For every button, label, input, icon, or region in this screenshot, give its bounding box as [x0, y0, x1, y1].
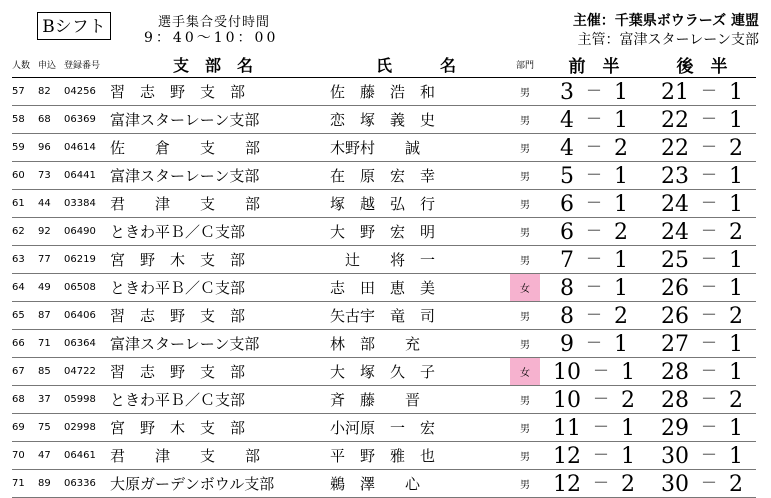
shift-label: Bシフト: [37, 12, 111, 40]
lane-position: 1: [614, 276, 628, 301]
cell-entry: 44: [38, 190, 64, 218]
cell-num: 62: [12, 218, 38, 246]
lane-position: 1: [729, 108, 743, 133]
cell-front-lane: 9 － 1: [540, 330, 648, 358]
table-row: [12, 246, 756, 274]
cell-sex: 男: [510, 414, 540, 442]
col-num-header: 人数: [12, 52, 38, 78]
cell-branch: ときわ平Ｂ／Ｃ支部: [104, 386, 322, 414]
lane-position: 2: [729, 472, 743, 497]
lane-number: 24: [660, 220, 689, 245]
lane-position: 1: [729, 192, 743, 217]
cell-sex: 男: [510, 190, 540, 218]
cell-person: 矢古宇 竜 司: [322, 302, 510, 330]
lane-number: 6: [559, 192, 574, 217]
lane-position: 1: [614, 248, 628, 273]
lane-position: 1: [621, 360, 635, 385]
cell-num: 57: [12, 78, 38, 106]
cell-num: 65: [12, 302, 38, 330]
cell-back-lane: 30 － 2: [648, 470, 756, 498]
cell-sex: 男: [510, 386, 540, 414]
table-row: [12, 358, 756, 386]
cell-reg: 06508: [64, 274, 104, 302]
lane-position: 2: [614, 136, 628, 161]
cell-back-lane: 22 － 1: [648, 106, 756, 134]
cell-back-lane: 26 － 1: [648, 274, 756, 302]
lane-number: 4: [559, 136, 574, 161]
cell-entry: 82: [38, 78, 64, 106]
cell-sex: 男: [510, 442, 540, 470]
lane-position: 1: [614, 332, 628, 357]
lane-position: 2: [729, 136, 743, 161]
lane-number: 5: [559, 164, 574, 189]
cell-person: 林 部 充: [322, 330, 510, 358]
cell-num: 66: [12, 330, 38, 358]
cell-person: 志 田 恵 美: [322, 274, 510, 302]
cell-front-lane: 8 － 2: [540, 302, 648, 330]
lane-position: 2: [614, 304, 628, 329]
lane-number: 25: [660, 248, 689, 273]
lane-position: 1: [729, 416, 743, 441]
cell-branch: 大原ガーデンボウル支部: [104, 470, 322, 498]
cell-reg: 06364: [64, 330, 104, 358]
lane-number: 21: [660, 80, 689, 105]
table-row: [12, 78, 756, 106]
cell-front-lane: 7 － 1: [540, 246, 648, 274]
lane-number: 8: [559, 304, 574, 329]
lane-position: 2: [614, 220, 628, 245]
cell-branch: ときわ平Ｂ／Ｃ支部: [104, 218, 322, 246]
table-row: [12, 470, 756, 498]
cell-sex: 男: [510, 218, 540, 246]
cell-num: 61: [12, 190, 38, 218]
cell-num: 70: [12, 442, 38, 470]
cell-person: 大 塚 久 子: [322, 358, 510, 386]
cell-entry: 87: [38, 302, 64, 330]
lane-position: 1: [729, 276, 743, 301]
cell-entry: 73: [38, 162, 64, 190]
cell-branch: 宮 野 木 支 部: [104, 414, 322, 442]
cell-person: 佐 藤 浩 和: [322, 78, 510, 106]
table-row: [12, 218, 756, 246]
lane-number: 6: [559, 220, 574, 245]
lane-number: 4: [559, 108, 574, 133]
reception-time-label: 選手集合受付時間: [158, 15, 271, 30]
cell-sex: 男: [510, 330, 540, 358]
lane-number: 22: [660, 136, 689, 161]
cell-front-lane: 6 － 1: [540, 190, 648, 218]
cell-entry: 85: [38, 358, 64, 386]
organizer-sub: 主管：富津スターレーン支部: [577, 32, 759, 48]
cell-branch: 宮 野 木 支 部: [104, 246, 322, 274]
cell-entry: 75: [38, 414, 64, 442]
cell-front-lane: 10 － 2: [540, 386, 648, 414]
cell-back-lane: 24 － 1: [648, 190, 756, 218]
cell-branch: 君 津 支 部: [104, 190, 322, 218]
cell-reg: 04722: [64, 358, 104, 386]
table-row: [12, 134, 756, 162]
cell-back-lane: 28 － 2: [648, 386, 756, 414]
lane-position: 1: [614, 164, 628, 189]
cell-reg: 03384: [64, 190, 104, 218]
lane-number: 11: [552, 416, 581, 441]
cell-back-lane: 25 － 1: [648, 246, 756, 274]
cell-front-lane: 11 － 1: [540, 414, 648, 442]
col-reg-header: 登録番号: [64, 52, 104, 78]
lane-position: 2: [621, 472, 635, 497]
cell-num: 67: [12, 358, 38, 386]
cell-back-lane: 26 － 2: [648, 302, 756, 330]
lane-position: 2: [729, 388, 743, 413]
lane-number: 30: [660, 444, 689, 469]
cell-sex: 男: [510, 106, 540, 134]
cell-reg: 06441: [64, 162, 104, 190]
lane-position: 2: [621, 388, 635, 413]
cell-branch: 富津スターレーン支部: [104, 162, 322, 190]
cell-person: 辻 将 一: [322, 246, 510, 274]
cell-front-lane: 4 － 2: [540, 134, 648, 162]
lane-position: 1: [729, 80, 743, 105]
lane-number: 27: [660, 332, 689, 357]
col-person-header: 氏 名: [322, 52, 510, 78]
cell-front-lane: 5 － 1: [540, 162, 648, 190]
cell-num: 64: [12, 274, 38, 302]
cell-reg: 06219: [64, 246, 104, 274]
lane-position: 1: [729, 248, 743, 273]
lane-number: 23: [660, 164, 689, 189]
cell-branch: 習 志 野 支 部: [104, 302, 322, 330]
col-branch-header: 支 部 名: [104, 52, 322, 78]
header-row: [12, 52, 756, 78]
lane-number: 12: [552, 472, 581, 497]
cell-sex: 男: [510, 246, 540, 274]
cell-branch: 富津スターレーン支部: [104, 106, 322, 134]
cell-back-lane: 24 － 2: [648, 218, 756, 246]
cell-branch: ときわ平Ｂ／Ｃ支部: [104, 274, 322, 302]
cell-num: 71: [12, 470, 38, 498]
cell-entry: 47: [38, 442, 64, 470]
table-row: [12, 274, 756, 302]
lane-position: 2: [729, 220, 743, 245]
cell-person: 小河原 一 宏: [322, 414, 510, 442]
lane-position: 1: [614, 108, 628, 133]
cell-sex: 男: [510, 302, 540, 330]
cell-reg: 06336: [64, 470, 104, 498]
cell-back-lane: 23 － 1: [648, 162, 756, 190]
cell-person: 平 野 雅 也: [322, 442, 510, 470]
cell-front-lane: 3 － 1: [540, 78, 648, 106]
cell-branch: 君 津 支 部: [104, 442, 322, 470]
lane-number: 28: [660, 360, 689, 385]
cell-entry: 49: [38, 274, 64, 302]
lane-number: 10: [552, 388, 581, 413]
table-row: [12, 190, 756, 218]
cell-branch: 佐 倉 支 部: [104, 134, 322, 162]
lane-number: 24: [660, 192, 689, 217]
cell-sex: 女: [510, 274, 540, 302]
cell-back-lane: 29 － 1: [648, 414, 756, 442]
table-row: [12, 386, 756, 414]
cell-person: 斉 藤 晋: [322, 386, 510, 414]
cell-num: 68: [12, 386, 38, 414]
cell-reg: 06406: [64, 302, 104, 330]
cell-front-lane: 6 － 2: [540, 218, 648, 246]
cell-reg: 06490: [64, 218, 104, 246]
cell-entry: 37: [38, 386, 64, 414]
cell-num: 60: [12, 162, 38, 190]
lane-position: 2: [729, 304, 743, 329]
cell-branch: 富津スターレーン支部: [104, 330, 322, 358]
lane-position: 1: [729, 332, 743, 357]
table-row: [12, 442, 756, 470]
table-row: [12, 330, 756, 358]
cell-reg: 06369: [64, 106, 104, 134]
cell-front-lane: 8 － 1: [540, 274, 648, 302]
lane-number: 3: [559, 80, 574, 105]
organizer-main: 主催：千葉県ボウラーズ 連盟: [572, 13, 759, 29]
cell-reg: 04256: [64, 78, 104, 106]
lane-position: 1: [621, 444, 635, 469]
cell-num: 58: [12, 106, 38, 134]
lane-number: 7: [559, 248, 574, 273]
lane-position: 1: [621, 416, 635, 441]
cell-entry: 92: [38, 218, 64, 246]
cell-back-lane: 22 － 2: [648, 134, 756, 162]
cell-back-lane: 27 － 1: [648, 330, 756, 358]
lane-position: 1: [729, 444, 743, 469]
cell-branch: 習 志 野 支 部: [104, 358, 322, 386]
cell-reg: 05998: [64, 386, 104, 414]
cell-front-lane: 10 － 1: [540, 358, 648, 386]
cell-sex: 男: [510, 78, 540, 106]
cell-person: 木野村 誠: [322, 134, 510, 162]
cell-entry: 77: [38, 246, 64, 274]
cell-entry: 89: [38, 470, 64, 498]
lane-number: 30: [660, 472, 689, 497]
table-row: [12, 106, 756, 134]
col-entry-header: 申込: [38, 52, 64, 78]
cell-num: 59: [12, 134, 38, 162]
lane-number: 26: [660, 276, 689, 301]
cell-num: 63: [12, 246, 38, 274]
cell-sex: 女: [510, 358, 540, 386]
lane-number: 12: [552, 444, 581, 469]
lane-number: 10: [552, 360, 581, 385]
col-sex-header: 部門: [510, 52, 540, 78]
cell-num: 69: [12, 414, 38, 442]
col-front-header: 前 半: [540, 52, 648, 78]
table-row: [12, 162, 756, 190]
cell-branch: 習 志 野 支 部: [104, 78, 322, 106]
cell-back-lane: 21 － 1: [648, 78, 756, 106]
cell-front-lane: 4 － 1: [540, 106, 648, 134]
table-row: [12, 302, 756, 330]
cell-person: 鵜 澤 心: [322, 470, 510, 498]
lane-position: 1: [729, 164, 743, 189]
reception-time-value: 9：40～10：00: [144, 30, 279, 46]
table-row: [12, 414, 756, 442]
cell-person: 在 原 宏 幸: [322, 162, 510, 190]
cell-front-lane: 12 － 1: [540, 442, 648, 470]
cell-front-lane: 12 － 2: [540, 470, 648, 498]
lane-position: 1: [614, 80, 628, 105]
lane-position: 1: [729, 360, 743, 385]
cell-sex: 男: [510, 134, 540, 162]
col-back-header: 後 半: [648, 52, 756, 78]
cell-back-lane: 28 － 1: [648, 358, 756, 386]
lane-position: 1: [614, 192, 628, 217]
lane-number: 9: [559, 332, 574, 357]
lane-number: 8: [559, 276, 574, 301]
cell-person: 大 野 宏 明: [322, 218, 510, 246]
lane-number: 29: [660, 416, 689, 441]
cell-entry: 71: [38, 330, 64, 358]
lane-number: 28: [660, 388, 689, 413]
lane-number: 26: [660, 304, 689, 329]
cell-back-lane: 30 － 1: [648, 442, 756, 470]
cell-reg: 06461: [64, 442, 104, 470]
cell-sex: 男: [510, 162, 540, 190]
cell-entry: 96: [38, 134, 64, 162]
cell-person: 恋 塚 義 史: [322, 106, 510, 134]
cell-entry: 68: [38, 106, 64, 134]
lane-number: 22: [660, 108, 689, 133]
roster-table: [12, 52, 756, 498]
cell-reg: 04614: [64, 134, 104, 162]
cell-reg: 02998: [64, 414, 104, 442]
cell-sex: 男: [510, 470, 540, 498]
cell-person: 塚 越 弘 行: [322, 190, 510, 218]
